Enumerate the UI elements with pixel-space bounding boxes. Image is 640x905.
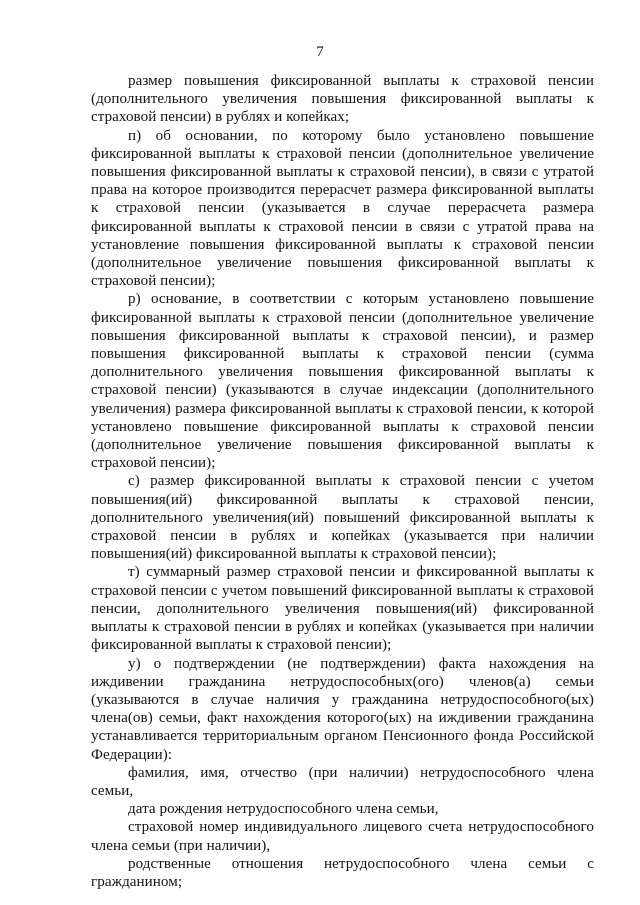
paragraph-pension-increase-amount: размер повышения фиксированной выплаты к страховой пенсии (дополнительного увеличения повышения фиксированной выплаты к страховой пенсии) в рублях и копейках;	[91, 73, 594, 126]
paragraph-item-r: р) основание, в соответствии с которым установлено повышение фиксированной выплаты к страховой пенсии (дополнительное увеличение повышения фиксированной выплаты к страховой пенсии), и размер повышения фиксированной выплаты к страховой пенсии (сумма дополнительного увеличения повышения фиксированной выплаты к страховой пенсии) (указываются в случае индексации (дополнительного увеличения) размера фиксированной выплаты к страховой пенсии, к которой установлено повышение фиксированной выплаты к страховой пенсии (дополнительное увеличение повышения фиксированной выплаты к страховой пенсии);	[91, 291, 594, 472]
paragraph-item-t: т) суммарный размер страховой пенсии и фиксированной выплаты к страховой пенсии с учетом повышений фиксированной выплаты к страховой пенсии, дополнительного увеличения повышения(ий) фиксированной выплаты к страховой пенсии в рублях и копейках (указывается при наличии фиксированной выплаты к страховой пенсии);	[91, 564, 594, 654]
document-body	[91, 72, 594, 891]
paragraph-dependent-full-name: фамилия, имя, отчество (при наличии) нетрудоспособного члена семьи,	[91, 764, 594, 799]
paragraph-item-u: у) о подтверждении (не подтверждении) факта нахождения на иждивении гражданина нетрудоспособных(ого) членов(а) семьи (указываются в случае наличия у гражданина нетрудоспособного(ых) члена(ов) семьи, факт нахождения которого(ых) на иждивении гражданина устанавливается территориальным органом Пенсионного фонда Российской Федерации):	[91, 655, 594, 763]
paragraph-item-p: п) об основании, по которому было установлено повышение фиксированной выплаты к страховой пенсии (дополнительное увеличение повышения фиксированной выплаты к страховой пенсии), в связи с утратой права на которое производится перерасчет размера фиксированной выплаты к страховой пенсии (указывается в случае перерасчета размера фиксированной выплаты к страховой пенсии в связи с утратой права на установление повышения фиксированной выплаты к страховой пенсии (дополнительное увеличение повышения фиксированной выплаты к страховой пенсии);	[91, 127, 594, 290]
paragraph-dependent-insurance-number: страховой номер индивидуального лицевого счета нетрудоспособного члена семьи (при наличии),	[91, 819, 594, 854]
paragraph-dependent-birth-date: дата рождения нетрудоспособного члена семьи,	[128, 801, 439, 818]
paragraph-dependent-relationship: родственные отношения нетрудоспособного члена семьи с гражданином;	[91, 855, 594, 890]
paragraph-item-s: с) размер фиксированной выплаты к страховой пенсии с учетом повышения(ий) фиксированной выплаты к страховой пенсии, дополнительного увеличения(ий) повышений фиксированной выплаты к страховой пенсии в рублях и копейках (указывается при наличии повышения(ий) фиксированной выплаты к страховой пенсии);	[91, 473, 594, 563]
page-number: 7	[316, 44, 324, 60]
